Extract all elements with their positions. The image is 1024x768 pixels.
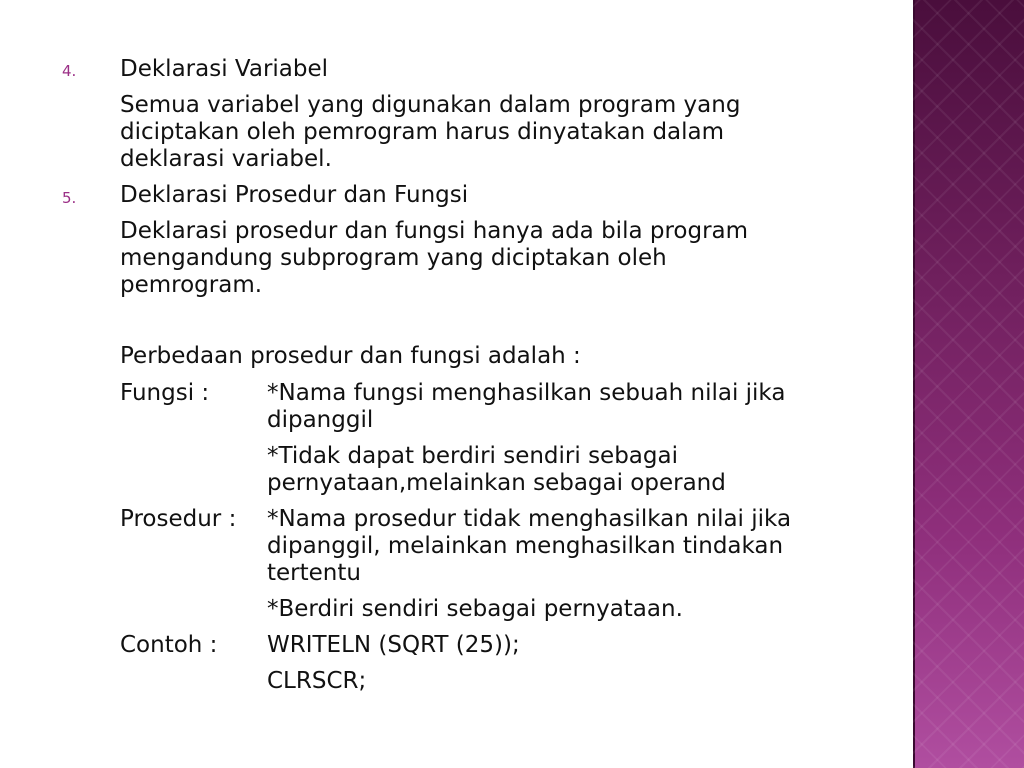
side-band-pattern [913, 0, 1024, 768]
code-line: CLRSCR; [267, 668, 367, 694]
item-title-deklarasi-variabel: Deklarasi Variabel [120, 56, 329, 82]
contoh-code [267, 632, 520, 695]
point-line: dipanggil [267, 407, 374, 433]
point-line: *Nama fungsi menghasilkan sebuah nilai jika [267, 380, 786, 406]
item-body-deklarasi-variabel [120, 92, 820, 173]
point-line: pernyataan,melainkan sebagai operand [267, 470, 726, 496]
body-line: mengandung subprogram yang diciptakan oleh [120, 245, 667, 271]
body-line: deklarasi variabel. [120, 146, 332, 172]
prosedur-point-1 [267, 506, 791, 587]
body-line: diciptakan oleh pemrogram harus dinyatakan dalam [120, 119, 725, 145]
decorative-side-band [913, 0, 1024, 768]
list-number-5: 5. [62, 189, 77, 207]
point-line: tertentu [267, 560, 361, 586]
body-line: Semua variabel yang digunakan dalam program yang [120, 92, 741, 118]
body-line: pemrogram. [120, 272, 263, 298]
point-line: dipanggil, melainkan menghasilkan tindakan [267, 533, 784, 559]
item-body-deklarasi-prosedur-fungsi [120, 218, 820, 299]
point-line: *Tidak dapat berdiri sendiri sebagai [267, 443, 678, 469]
list-number-4: 4. [62, 62, 77, 80]
prosedur-label: Prosedur : [120, 506, 237, 532]
point-line: *Berdiri sendiri sebagai pernyataan. [267, 596, 683, 622]
point-line: *Nama prosedur tidak menghasilkan nilai jika [267, 506, 792, 532]
prosedur-point-2 [267, 596, 683, 623]
comparison-intro: Perbedaan prosedur dan fungsi adalah : [120, 343, 581, 369]
code-line: WRITELN (SQRT (25)); [267, 632, 520, 658]
fungsi-label: Fungsi : [120, 380, 210, 406]
contoh-label: Contoh : [120, 632, 218, 658]
fungsi-point-2 [267, 443, 726, 497]
item-title-deklarasi-prosedur-fungsi: Deklarasi Prosedur dan Fungsi [120, 182, 469, 208]
fungsi-point-1 [267, 380, 785, 434]
body-line: Deklarasi prosedur dan fungsi hanya ada bila program [120, 218, 749, 244]
